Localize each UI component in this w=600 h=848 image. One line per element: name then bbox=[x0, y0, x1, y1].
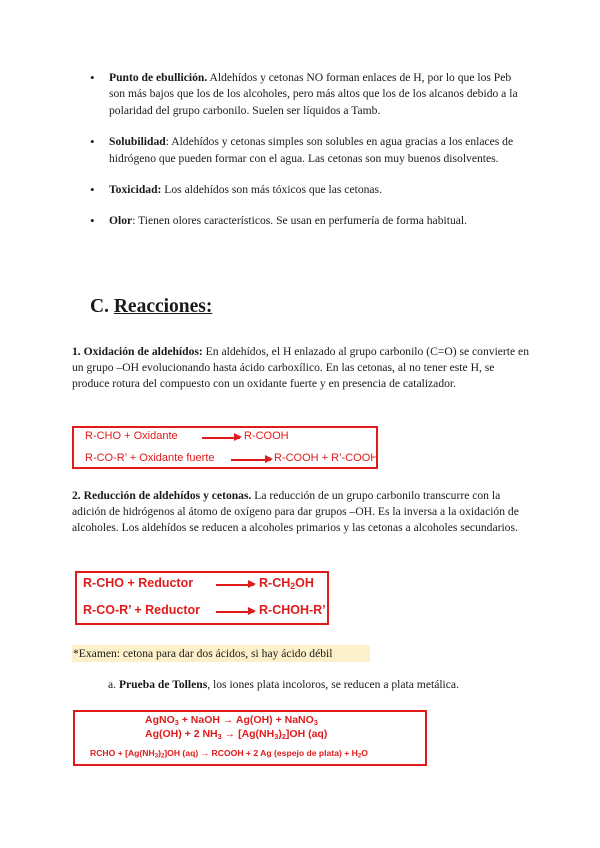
reduction-lead: 2. Reducción de aldehídos y cetonas. bbox=[72, 489, 252, 502]
formula-part: ]OH (aq) → RCOOH + 2 Ag (espejo de plata) + H bbox=[164, 748, 358, 758]
reaction-reactants: R-CHO + Reductor bbox=[83, 576, 194, 590]
formula-part: → [Ag(NH bbox=[221, 728, 275, 740]
list-item bbox=[90, 213, 530, 229]
formula-subscript: 3 bbox=[313, 717, 318, 727]
bullet-lead: Solubilidad bbox=[109, 135, 166, 149]
reaction-products: R-COOH bbox=[244, 430, 289, 442]
formula-part: RCHO + [Ag(NH bbox=[90, 748, 155, 758]
bullet-text: : Tienen olores característicos. Se usan en perfumería de forma habitual. bbox=[132, 214, 468, 228]
reaction-arrow bbox=[202, 437, 240, 439]
formula-part: R-CH bbox=[259, 576, 291, 590]
formula-part: ]OH (aq) bbox=[285, 728, 328, 740]
formula-subscript: 3 bbox=[154, 753, 159, 760]
reaction-reactants: R-CO-R’ + Reductor bbox=[83, 603, 201, 617]
reduction-reactions-box bbox=[75, 571, 329, 625]
formula-subscript: 2 bbox=[290, 581, 296, 592]
exam-note: *Examen: cetona para dar dos ácidos, si hay ácido débil bbox=[72, 645, 370, 662]
formula-subscript: 3 bbox=[274, 731, 279, 741]
bullet-lead: Punto de ebullición. bbox=[109, 71, 208, 84]
tollens-reactions-box bbox=[73, 710, 427, 766]
bullet-text: : Aldehídos y cetonas simples son solubles en agua gracias a los enlaces de hidrógeno que pueden formar con el agua. Las cetonas son muy buenos disolventes. bbox=[109, 135, 514, 165]
bullet-lead: Toxicidad: bbox=[109, 183, 162, 197]
formula-part: AgNO bbox=[145, 714, 175, 726]
reduction-text: La reducción de un grupo carbonilo transcurre con la adición de hidrógenos al átomo de oxígeno para dar grupos –OH. Es la inversa a la oxidación de alcoholes. Los aldehídos se reducen a alcoholes primarios y las cetonas a alcoholes secundarios. bbox=[72, 489, 519, 535]
formula-subscript: 3 bbox=[174, 717, 179, 727]
formula-subscript: 3 bbox=[217, 731, 222, 741]
section-heading bbox=[90, 296, 212, 318]
bullet-text: Aldehídos y cetonas NO forman enlaces de H, por lo que los Peb son más bajos que los de los alcoholes, pero más altos que los de los alcanos debido a la polaridad del grupo carbonilo. Suelen ser líquidos a Tamb. bbox=[109, 71, 518, 117]
formula-part: O bbox=[361, 748, 368, 758]
tollens-equation-3 bbox=[90, 748, 368, 758]
tollens-equation-2 bbox=[145, 728, 327, 740]
oxidation-text: En aldehídos, el H enlazado al grupo carbonilo (C=O) se convierte en un grupo –OH evolucionando hasta ácido carboxílico. En las cetonas, al no tener este H, se produce rotura del compuesto con un oxidante fuerte y en presencia de catalizador. bbox=[72, 345, 530, 391]
section-letter: C. bbox=[90, 296, 109, 317]
list-item bbox=[90, 134, 530, 167]
reaction-arrow bbox=[231, 459, 271, 461]
reaction-arrow bbox=[216, 611, 254, 613]
formula-part: ) bbox=[158, 748, 161, 758]
oxidation-lead: 1. Oxidación de aldehídos: bbox=[72, 345, 203, 358]
formula-subscript: 2 bbox=[357, 753, 362, 760]
section-title: Reacciones: bbox=[113, 296, 213, 317]
oxidation-reactions-box bbox=[72, 426, 378, 469]
reaction-arrow bbox=[216, 584, 254, 586]
tollens-lead: Prueba de Tollens bbox=[118, 678, 208, 691]
reaction-products bbox=[259, 576, 314, 590]
bullet-lead: Olor bbox=[109, 214, 133, 228]
reaction-reactants: R-CHO + Oxidante bbox=[85, 430, 178, 442]
formula-subscript: 2 bbox=[281, 731, 286, 741]
properties-list bbox=[90, 70, 530, 245]
oxidation-paragraph bbox=[72, 344, 532, 393]
subitem-prefix: a. bbox=[108, 678, 119, 691]
reaction-products: R-CHOH-R’ bbox=[259, 603, 326, 617]
formula-part: OH bbox=[295, 576, 314, 590]
list-item bbox=[90, 70, 530, 119]
formula-part: Ag(OH) + 2 NH bbox=[145, 728, 218, 740]
bullet-text: Los aldehídos son más tóxicos que las cetonas. bbox=[161, 183, 382, 197]
tollens-equation-1 bbox=[145, 714, 318, 726]
list-item bbox=[90, 182, 530, 198]
formula-subscript: 2 bbox=[160, 753, 165, 760]
tollens-item bbox=[108, 677, 459, 693]
reaction-products: R-COOH + R’-COOH bbox=[274, 452, 379, 464]
reaction-reactants: R-CO-R’ + Oxidante fuerte bbox=[85, 452, 215, 464]
formula-part: ) bbox=[278, 728, 282, 740]
formula-part: + NaOH → Ag(OH) + NaNO bbox=[178, 714, 314, 726]
reduction-paragraph bbox=[72, 488, 532, 537]
tollens-text: , los iones plata incoloros, se reducen a plata metálica. bbox=[207, 678, 459, 691]
